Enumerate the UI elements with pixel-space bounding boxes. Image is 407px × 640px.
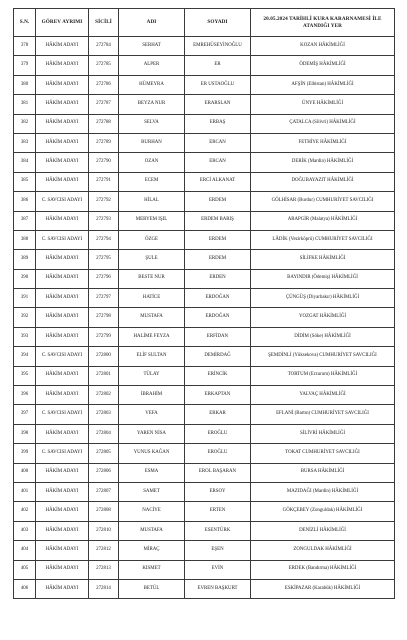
cell-sicili: 272785 bbox=[89, 56, 119, 75]
table-row bbox=[14, 347, 395, 366]
cell-sicili: 272805 bbox=[89, 444, 119, 463]
cell-gorev-ayrimi: HÂKİM ADAYI bbox=[36, 75, 89, 94]
cell-gorev-ayrimi: HÂKİM ADAYI bbox=[36, 114, 89, 133]
cell-sicili: 272801 bbox=[89, 366, 119, 385]
cell-sicili: 272793 bbox=[89, 211, 119, 230]
cell-adi: TÜLAY bbox=[119, 366, 185, 385]
cell-sicili: 272786 bbox=[89, 75, 119, 94]
cell-sicili: 272803 bbox=[89, 405, 119, 424]
cell-soyadi: EROĞLU bbox=[185, 444, 251, 463]
cell-sn: 383 bbox=[14, 133, 36, 152]
table-row bbox=[14, 424, 395, 443]
table-row bbox=[14, 366, 395, 385]
header-soyadi: SOYADI bbox=[185, 9, 251, 37]
cell-adi: OZAN bbox=[119, 153, 185, 172]
cell-sicili: 272797 bbox=[89, 289, 119, 308]
table-row bbox=[14, 463, 395, 482]
cell-sn: 381 bbox=[14, 95, 36, 114]
cell-gorev-ayrimi: HÂKİM ADAYI bbox=[36, 56, 89, 75]
cell-adi: ESMA bbox=[119, 463, 185, 482]
table-row bbox=[14, 230, 395, 249]
cell-atandigi-yer: DERİK (Mardin) HÂKİMLİĞİ bbox=[251, 153, 395, 172]
cell-sicili: 272800 bbox=[89, 347, 119, 366]
cell-soyadi: ERKAR bbox=[185, 405, 251, 424]
cell-gorev-ayrimi: HÂKİM ADAYI bbox=[36, 386, 89, 405]
cell-atandigi-yer: BURSA HÂKİMLİĞİ bbox=[251, 463, 395, 482]
cell-soyadi: ESENTÜRK bbox=[185, 521, 251, 540]
cell-soyadi: ERFİDAN bbox=[185, 327, 251, 346]
cell-gorev-ayrimi: HÂKİM ADAYI bbox=[36, 327, 89, 346]
assignment-table bbox=[13, 8, 395, 599]
cell-gorev-ayrimi: HÂKİM ADAYI bbox=[36, 424, 89, 443]
cell-atandigi-yer: ERDEK (Bandırma) HÂKİMLİĞİ bbox=[251, 560, 395, 579]
cell-sicili: 272789 bbox=[89, 133, 119, 152]
cell-sn: 388 bbox=[14, 230, 36, 249]
cell-sicili: 272795 bbox=[89, 250, 119, 269]
cell-adi: HİLAL bbox=[119, 192, 185, 211]
cell-adi: ALPER bbox=[119, 56, 185, 75]
table-row bbox=[14, 75, 395, 94]
cell-adi: ECEM bbox=[119, 172, 185, 191]
cell-sn: 396 bbox=[14, 386, 36, 405]
cell-sn: 403 bbox=[14, 521, 36, 540]
cell-gorev-ayrimi: C. SAVCISI ADAYI bbox=[36, 405, 89, 424]
cell-adi: SAMET bbox=[119, 482, 185, 501]
cell-atandigi-yer: TOKAT CUMHURİYET SAVCILIĞI bbox=[251, 444, 395, 463]
table-body bbox=[14, 37, 395, 599]
cell-sn: 395 bbox=[14, 366, 36, 385]
cell-gorev-ayrimi: HÂKİM ADAYI bbox=[36, 521, 89, 540]
cell-gorev-ayrimi: C. SAVCISI ADAYI bbox=[36, 230, 89, 249]
cell-soyadi: EVİN bbox=[185, 560, 251, 579]
cell-soyadi: DEMİRDAĞ bbox=[185, 347, 251, 366]
cell-sicili: 272814 bbox=[89, 579, 119, 598]
table-row bbox=[14, 269, 395, 288]
cell-adi: ELİF SULTAN bbox=[119, 347, 185, 366]
cell-soyadi: ERTEN bbox=[185, 502, 251, 521]
header-sn: S.N. bbox=[14, 9, 36, 37]
cell-soyadi: ERDEM BARIŞ bbox=[185, 211, 251, 230]
cell-soyadi: EROL BAŞARAN bbox=[185, 463, 251, 482]
cell-atandigi-yer: FETHİYE HÂKİMLİĞİ bbox=[251, 133, 395, 152]
cell-sicili: 272802 bbox=[89, 386, 119, 405]
cell-adi: SERHAT bbox=[119, 37, 185, 56]
table-row bbox=[14, 308, 395, 327]
table-row bbox=[14, 250, 395, 269]
cell-sicili: 272794 bbox=[89, 230, 119, 249]
cell-adi: BEYZA NUR bbox=[119, 95, 185, 114]
table-row bbox=[14, 444, 395, 463]
cell-gorev-ayrimi: HÂKİM ADAYI bbox=[36, 308, 89, 327]
cell-sn: 398 bbox=[14, 424, 36, 443]
cell-adi: SELVA bbox=[119, 114, 185, 133]
cell-sicili: 272799 bbox=[89, 327, 119, 346]
cell-sn: 392 bbox=[14, 308, 36, 327]
cell-sicili: 272804 bbox=[89, 424, 119, 443]
cell-soyadi: ER bbox=[185, 56, 251, 75]
table-row bbox=[14, 37, 395, 56]
cell-sicili: 272784 bbox=[89, 37, 119, 56]
cell-atandigi-yer: SİLİVRİ HÂKİMLİĞİ bbox=[251, 424, 395, 443]
cell-atandigi-yer: YALVAÇ HÂKİMLİĞİ bbox=[251, 386, 395, 405]
cell-soyadi: ERDOĞAN bbox=[185, 308, 251, 327]
cell-sicili: 272788 bbox=[89, 114, 119, 133]
table-row bbox=[14, 192, 395, 211]
cell-atandigi-yer: ÜNYE HÂKİMLİĞİ bbox=[251, 95, 395, 114]
cell-sn: 399 bbox=[14, 444, 36, 463]
table-row bbox=[14, 56, 395, 75]
cell-adi: MUSTAFA bbox=[119, 308, 185, 327]
cell-soyadi: ERİNCİK bbox=[185, 366, 251, 385]
cell-atandigi-yer: GÖLHİSAR (Burdur) CUMHURİYET SAVCILIĞI bbox=[251, 192, 395, 211]
cell-adi: HATİCE bbox=[119, 289, 185, 308]
cell-soyadi: ERDOĞAN bbox=[185, 289, 251, 308]
cell-sicili: 272807 bbox=[89, 482, 119, 501]
cell-gorev-ayrimi: HÂKİM ADAYI bbox=[36, 289, 89, 308]
cell-atandigi-yer: KOZAN HÂKİMLİĞİ bbox=[251, 37, 395, 56]
cell-adi: YUNUS KAĞAN bbox=[119, 444, 185, 463]
cell-sn: 378 bbox=[14, 37, 36, 56]
cell-adi: ÖZGE bbox=[119, 230, 185, 249]
cell-sicili: 272787 bbox=[89, 95, 119, 114]
cell-gorev-ayrimi: HÂKİM ADAYI bbox=[36, 269, 89, 288]
cell-soyadi: ERDEM bbox=[185, 250, 251, 269]
table-row bbox=[14, 405, 395, 424]
cell-adi: BESTE NUR bbox=[119, 269, 185, 288]
cell-adi: YAREN NİSA bbox=[119, 424, 185, 443]
cell-adi: HÜMEYRA bbox=[119, 75, 185, 94]
cell-atandigi-yer: DENİZLİ HÂKİMLİĞİ bbox=[251, 521, 395, 540]
cell-soyadi: ERARSLAN bbox=[185, 95, 251, 114]
cell-gorev-ayrimi: C. SAVCISI ADAYI bbox=[36, 192, 89, 211]
cell-soyadi: ERDEM bbox=[185, 192, 251, 211]
cell-atandigi-yer: ARAPGİR (Malatya) HÂKİMLİĞİ bbox=[251, 211, 395, 230]
cell-sn: 400 bbox=[14, 463, 36, 482]
cell-atandigi-yer: ÇÜNGÜŞ (Diyarbakır) HÂKİMLİĞİ bbox=[251, 289, 395, 308]
cell-sn: 387 bbox=[14, 211, 36, 230]
cell-gorev-ayrimi: HÂKİM ADAYI bbox=[36, 95, 89, 114]
cell-sn: 401 bbox=[14, 482, 36, 501]
cell-adi: BETÜL bbox=[119, 579, 185, 598]
document-page bbox=[13, 8, 394, 599]
table-row bbox=[14, 386, 395, 405]
cell-adi: MERYEM IŞIL bbox=[119, 211, 185, 230]
cell-adi: HALİME FEYZA bbox=[119, 327, 185, 346]
cell-gorev-ayrimi: HÂKİM ADAYI bbox=[36, 579, 89, 598]
table-row bbox=[14, 153, 395, 172]
cell-atandigi-yer: ESKİPAZAR (Karabük) HÂKİMLİĞİ bbox=[251, 579, 395, 598]
cell-atandigi-yer: SİLİFKE HÂKİMLİĞİ bbox=[251, 250, 395, 269]
cell-sn: 406 bbox=[14, 579, 36, 598]
cell-sn: 379 bbox=[14, 56, 36, 75]
table-row bbox=[14, 114, 395, 133]
cell-atandigi-yer: DOĞUBAYAZIT HÂKİMLİĞİ bbox=[251, 172, 395, 191]
table-row bbox=[14, 521, 395, 540]
cell-sn: 404 bbox=[14, 541, 36, 560]
cell-adi: İBRAHİM bbox=[119, 386, 185, 405]
cell-sn: 394 bbox=[14, 347, 36, 366]
table-row bbox=[14, 541, 395, 560]
cell-sn: 389 bbox=[14, 250, 36, 269]
cell-atandigi-yer: ÖDEMİŞ HÂKİMLİĞİ bbox=[251, 56, 395, 75]
cell-soyadi: ER USTAOĞLU bbox=[185, 75, 251, 94]
cell-gorev-ayrimi: HÂKİM ADAYI bbox=[36, 502, 89, 521]
cell-atandigi-yer: ZONGULDAK HÂKİMLİĞİ bbox=[251, 541, 395, 560]
cell-soyadi: ERDEM bbox=[185, 230, 251, 249]
cell-gorev-ayrimi: HÂKİM ADAYI bbox=[36, 153, 89, 172]
cell-adi: BURHAN bbox=[119, 133, 185, 152]
cell-gorev-ayrimi: HÂKİM ADAYI bbox=[36, 37, 89, 56]
header-sicili: SİCİLİ bbox=[89, 9, 119, 37]
cell-sn: 384 bbox=[14, 153, 36, 172]
cell-gorev-ayrimi: HÂKİM ADAYI bbox=[36, 211, 89, 230]
cell-sn: 405 bbox=[14, 560, 36, 579]
table-row bbox=[14, 482, 395, 501]
cell-gorev-ayrimi: HÂKİM ADAYI bbox=[36, 463, 89, 482]
cell-atandigi-yer: ÇATALCA (Silivri) HÂKİMLİĞİ bbox=[251, 114, 395, 133]
cell-atandigi-yer: LÂDİK (Vezirköprü) CUMHURİYET SAVCILIĞI bbox=[251, 230, 395, 249]
cell-sicili: 272810 bbox=[89, 521, 119, 540]
header-adi: ADI bbox=[119, 9, 185, 37]
cell-adi: KISMET bbox=[119, 560, 185, 579]
cell-sicili: 272790 bbox=[89, 153, 119, 172]
table-row bbox=[14, 289, 395, 308]
cell-gorev-ayrimi: HÂKİM ADAYI bbox=[36, 482, 89, 501]
cell-gorev-ayrimi: C. SAVCISI ADAYI bbox=[36, 347, 89, 366]
cell-soyadi: ERBAŞ bbox=[185, 114, 251, 133]
header-row bbox=[14, 9, 395, 37]
cell-atandigi-yer: ŞEMDİNLİ (Yüksekova) CUMHURİYET SAVCILIĞI bbox=[251, 347, 395, 366]
cell-sicili: 272813 bbox=[89, 560, 119, 579]
cell-sn: 402 bbox=[14, 502, 36, 521]
cell-adi: ŞULE bbox=[119, 250, 185, 269]
cell-soyadi: ERSOY bbox=[185, 482, 251, 501]
header-atandigi-yer: 20.05.2024 TARİHLİ KURA KARARNAMESİ İLE ATANDIĞI YER bbox=[251, 9, 395, 37]
cell-soyadi: EVREN BAŞKURT bbox=[185, 579, 251, 598]
cell-soyadi: EMREHÜSEYİNOĞLU bbox=[185, 37, 251, 56]
table-row bbox=[14, 133, 395, 152]
cell-soyadi: ERCİ ALKANAT bbox=[185, 172, 251, 191]
table-row bbox=[14, 502, 395, 521]
cell-gorev-ayrimi: C. SAVCISI ADAYI bbox=[36, 444, 89, 463]
cell-adi: MUSTAFA bbox=[119, 521, 185, 540]
cell-atandigi-yer: AFŞİN (Elbistan) HÂKİMLİĞİ bbox=[251, 75, 395, 94]
table-row bbox=[14, 211, 395, 230]
cell-gorev-ayrimi: HÂKİM ADAYI bbox=[36, 172, 89, 191]
cell-gorev-ayrimi: HÂKİM ADAYI bbox=[36, 560, 89, 579]
cell-sicili: 272798 bbox=[89, 308, 119, 327]
cell-adi: MİRAÇ bbox=[119, 541, 185, 560]
cell-sicili: 272791 bbox=[89, 172, 119, 191]
table-header bbox=[14, 9, 395, 37]
cell-sn: 397 bbox=[14, 405, 36, 424]
table-row bbox=[14, 560, 395, 579]
cell-gorev-ayrimi: HÂKİM ADAYI bbox=[36, 250, 89, 269]
cell-soyadi: ERDEN bbox=[185, 269, 251, 288]
header-gorev-ayrimi: GÖREV AYRIMI bbox=[36, 9, 89, 37]
cell-sn: 393 bbox=[14, 327, 36, 346]
cell-soyadi: EROĞLU bbox=[185, 424, 251, 443]
table-row bbox=[14, 327, 395, 346]
cell-soyadi: EŞEN bbox=[185, 541, 251, 560]
cell-gorev-ayrimi: HÂKİM ADAYI bbox=[36, 366, 89, 385]
cell-gorev-ayrimi: HÂKİM ADAYI bbox=[36, 541, 89, 560]
cell-soyadi: ERCAN bbox=[185, 153, 251, 172]
cell-gorev-ayrimi: HÂKİM ADAYI bbox=[36, 133, 89, 152]
cell-sicili: 272812 bbox=[89, 541, 119, 560]
cell-sn: 386 bbox=[14, 192, 36, 211]
cell-atandigi-yer: EFLANİ (Bartın) CUMHURİYET SAVCILIĞI bbox=[251, 405, 395, 424]
cell-sn: 391 bbox=[14, 289, 36, 308]
cell-soyadi: ERKAPTAN bbox=[185, 386, 251, 405]
table-row bbox=[14, 579, 395, 598]
cell-atandigi-yer: MAZIDAĞI (Mardin) HÂKİMLİĞİ bbox=[251, 482, 395, 501]
table-row bbox=[14, 95, 395, 114]
cell-sn: 382 bbox=[14, 114, 36, 133]
cell-atandigi-yer: DİDİM (Söke) HÂKİMLİĞİ bbox=[251, 327, 395, 346]
cell-sicili: 272806 bbox=[89, 463, 119, 482]
cell-soyadi: ERCAN bbox=[185, 133, 251, 152]
cell-atandigi-yer: YOZGAT HÂKİMLİĞİ bbox=[251, 308, 395, 327]
cell-atandigi-yer: GÖKÇEBEY (Zonguldak) HÂKİMLİĞİ bbox=[251, 502, 395, 521]
cell-adi: NACİYE bbox=[119, 502, 185, 521]
cell-atandigi-yer: BAYINDIR (Ödemiş) HÂKİMLİĞİ bbox=[251, 269, 395, 288]
cell-adi: VEFA bbox=[119, 405, 185, 424]
cell-sn: 390 bbox=[14, 269, 36, 288]
cell-sicili: 272796 bbox=[89, 269, 119, 288]
table-row bbox=[14, 172, 395, 191]
cell-sicili: 272808 bbox=[89, 502, 119, 521]
cell-sn: 385 bbox=[14, 172, 36, 191]
cell-atandigi-yer: TORTUM (Erzurum) HÂKİMLİĞİ bbox=[251, 366, 395, 385]
cell-sn: 380 bbox=[14, 75, 36, 94]
cell-sicili: 272792 bbox=[89, 192, 119, 211]
